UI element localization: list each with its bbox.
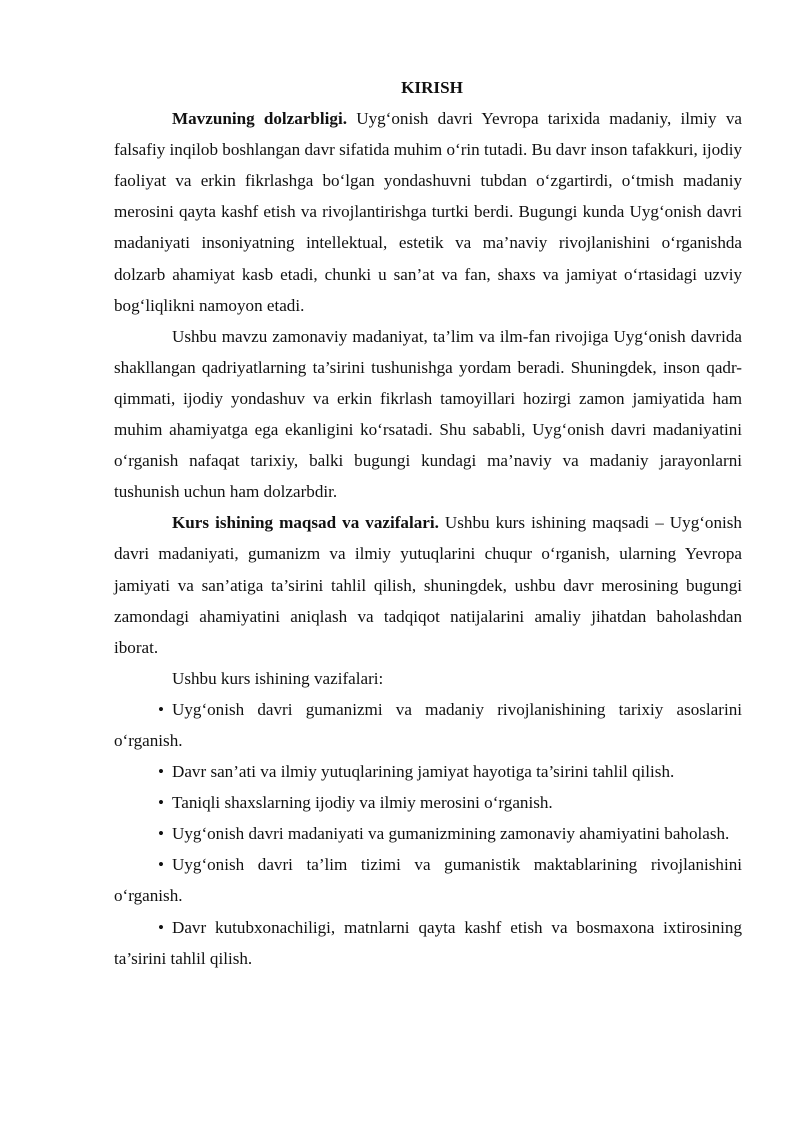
list-item <box>114 756 742 787</box>
paragraph-relevance <box>114 103 742 321</box>
paragraph-text: Ushbu kurs ishining maqsadi – Uyg‘onish davri madaniyati, gumanizm va ilmiy yutuqlarini chuqur o‘rganish, ularning Yevropa jamiyati va san’atiga ta’sirini tahlil qilish, shuningdek, ushbu davr merosining bugungi zamondagi ahamiyatini aniqlash va tadqiqot natijalarini amaliy jihatdan baholashdan iborat. <box>114 513 742 657</box>
paragraph-text: Ushbu kurs ishining vazifalari: <box>172 668 384 688</box>
bullet-icon: • <box>158 793 164 813</box>
paragraph-lead: Mavzuning dolzarbligi. <box>172 109 347 129</box>
list-item <box>114 694 742 756</box>
list-item <box>114 912 742 974</box>
bullet-icon: • <box>158 762 164 782</box>
list-item-text: Uyg‘onish davri madaniyati va gumanizmining zamonaviy ahamiyatini baholash. <box>172 824 730 844</box>
bullet-icon: • <box>158 824 164 844</box>
bullet-icon: • <box>158 917 164 937</box>
list-item-text: Davr san’ati va ilmiy yutuqlarining jamiyat hayotiga ta’sirini tahlil qilish. <box>172 762 675 782</box>
paragraph-tasks-intro <box>114 663 742 694</box>
paragraph-modern-significance <box>114 321 742 508</box>
list-item-text: Taniqli shaxslarning ijodiy va ilmiy merosini o‘rganish. <box>172 793 553 813</box>
list-item <box>114 787 742 818</box>
document-page <box>114 72 742 974</box>
page-title: KIRISH <box>401 78 463 97</box>
paragraph-text: Uyg‘onish davri Yevropa tarixida madaniy, ilmiy va falsafiy inqilob boshlangan davr sifatida muhim o‘rin tutadi. Bu davr inson tafakkuri, ijodiy faoliyat va erkin fikrlashga bo‘lgan yondashuvni tubdan o‘zgartirdi, o‘tmish madaniy merosini qayta kashf etish va rivojlantirishga turtki berdi. Bugungi kunda Uyg‘onish davri madaniyati insoniyatning intellektual, estetik va ma’naviy rivojlanishini o‘rganishda dolzarb ahamiyat kasb etadi, chunki u san’at va fan, shaxs va jamiyat o‘rtasidagi uzviy bog‘liqlikni namoyon etadi. <box>114 109 742 315</box>
list-item-text: Uyg‘onish davri ta’lim tizimi va gumanistik maktablarining rivojlanishini o‘rganish. <box>114 855 742 906</box>
list-item <box>114 849 742 911</box>
list-item <box>114 818 742 849</box>
paragraph-text: Ushbu mavzu zamonaviy madaniyat, ta’lim va ilm-fan rivojiga Uyg‘onish davrida shakllangan qadriyatlarning ta’sirini tushunishga yordam beradi. Shuningdek, inson qadr-qimmati, ijodiy yondashuv va erkin fikrlash tamoyillari hozirgi zamon jamiyatida ham muhim ahamiyatga ega ekanligini ko‘rsatadi. Shu sababli, Uyg‘onish davri madaniyatini o‘rganish nafaqat tarixiy, balki bugungi kundagi ma’naviy va madaniy jarayonlarni tushunish uchun ham dolzarbdir. <box>114 326 742 502</box>
paragraph-goals <box>114 507 742 662</box>
list-item-text: Uyg‘onish davri gumanizmi va madaniy rivojlanishining tarixiy asoslarini o‘rganish. <box>114 699 742 750</box>
bullet-icon: • <box>158 699 164 719</box>
paragraph-lead: Kurs ishining maqsad va vazifalari. <box>172 513 439 533</box>
bullet-icon: • <box>158 855 164 875</box>
list-item-text: Davr kutubxonachiligi, matnlarni qayta kashf etish va bosmaxona ixtirosining ta’sirini tahlil qilish. <box>114 917 742 968</box>
